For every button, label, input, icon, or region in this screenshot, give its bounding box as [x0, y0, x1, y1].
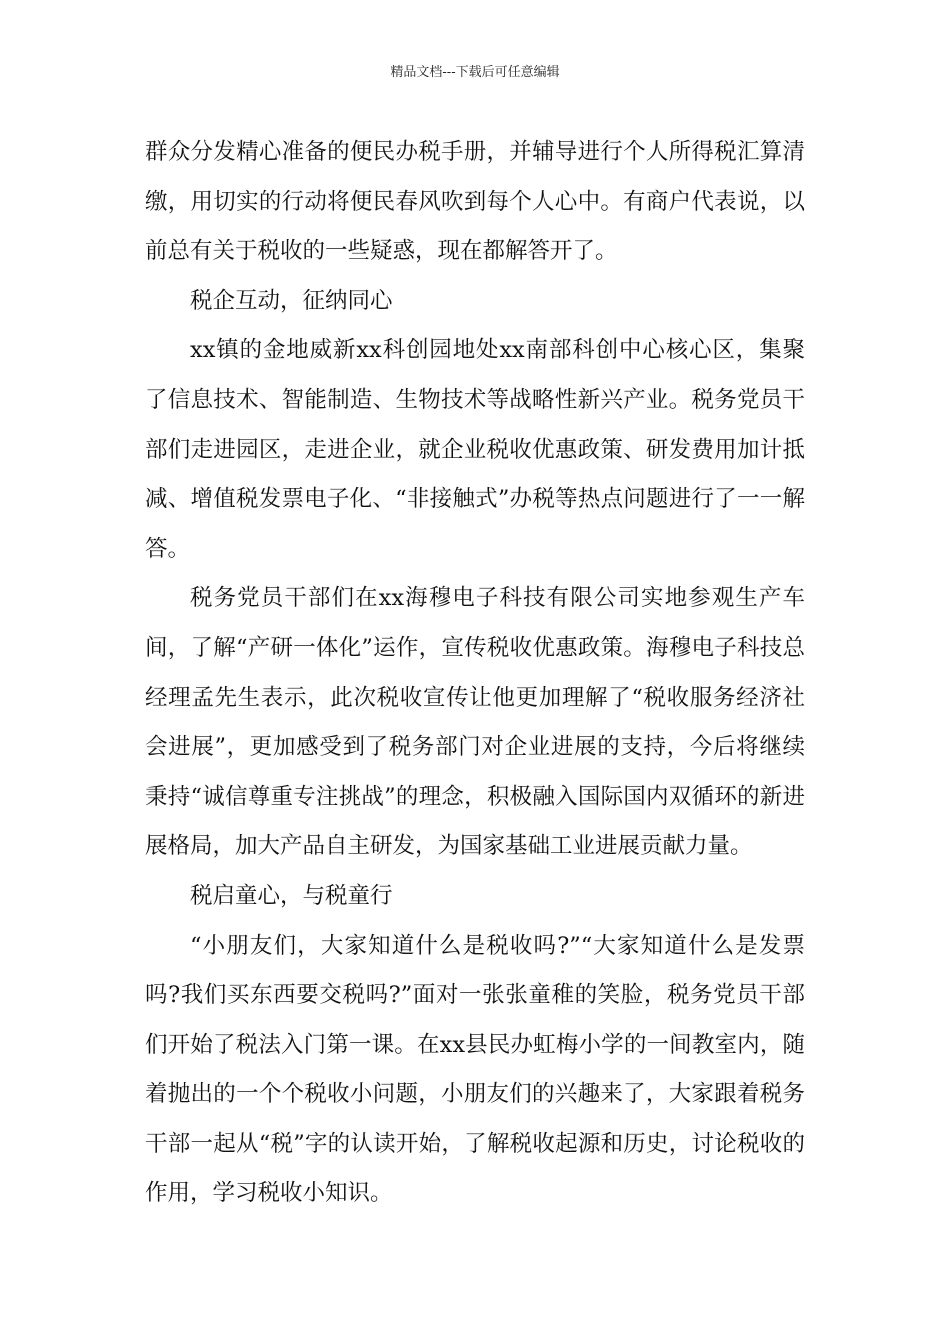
section-heading-children: 税启童心，与税童行	[190, 882, 393, 909]
paragraph-school-lesson: “小朋友们，大家知道什么是税收吗?”“大家知道什么是发票吗?我们买东西要交税吗?”面对一张张童稚的笑脸，税务党员干部们开始了税法入门第一课。在xx县民办虹梅小学的一间教室内，随着抛出的一个个税收小问题，小朋友们的兴趣来了，大家跟着税务干部一起从“税”字的认读开始，了解税收起源和历史，讨论税收的作用，学习税收小知识。	[145, 932, 805, 1207]
page-header: 精品文档---下载后可任意编辑	[390, 65, 560, 80]
paragraph-company-visit: 税务党员干部们在xx海穆电子科技有限公司实地参观生产车间，了解“产研一体化”运作，宣传税收优惠政策。海穆电子科技总经理孟先生表示，此次税收宣传让他更加理解了“税收服务经济社会进展”，更加感受到了税务部门对企业进展的支持，今后将继续秉持“诚信尊重专注挑战”的理念，积极融入国际国内双循环的新进展格局，加大产品自主研发，为国家基础工业进展贡献力量。	[145, 585, 805, 860]
paragraph-service-handbook: 群众分发精心准备的便民办税手册，并辅导进行个人所得税汇算清缴，用切实的行动将便民春风吹到每个人心中。有商户代表说，以前总有关于税收的一些疑惑，现在都解答开了。	[145, 139, 805, 265]
document-body	[145, 128, 805, 1219]
paragraph-science-park: xx镇的金地威新xx科创园地处xx南部科创中心核心区，集聚了信息技术、智能制造、生物技术等战略性新兴产业。税务党员干部们走进园区，走进企业，就企业税收优惠政策、研发费用加计抵减、增值税发票电子化、“非接触式”办税等热点问题进行了一一解答。	[145, 337, 805, 562]
section-heading-tax-enterprise: 税企互动，征纳同心	[190, 287, 393, 314]
